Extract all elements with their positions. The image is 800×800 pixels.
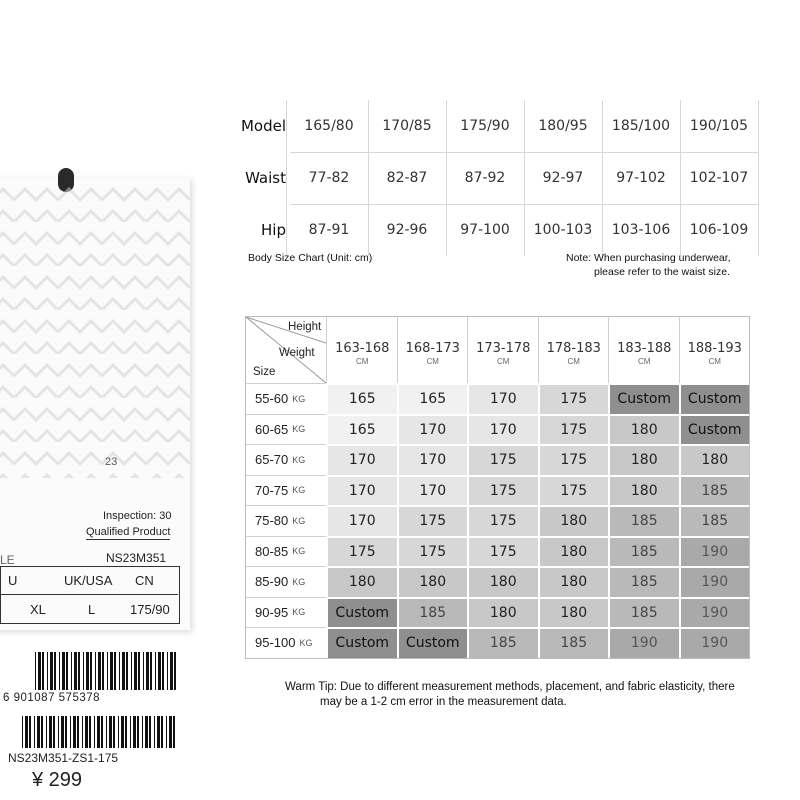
tag-price: ¥ 299	[32, 769, 83, 791]
size-chart-corner	[246, 317, 326, 383]
tag-size-value-u: XL	[30, 602, 46, 617]
barcode-bar	[78, 652, 80, 690]
barcode-bar	[126, 652, 128, 690]
barcode-bar	[41, 716, 43, 748]
size-cell: 185	[608, 566, 679, 597]
size-cell: 180	[538, 505, 609, 536]
weight-row-header	[246, 536, 326, 567]
body-table-cell: 106-109	[689, 222, 749, 238]
body-table-cell: 87-92	[464, 170, 506, 186]
barcode-bar	[122, 652, 125, 690]
height-range: 173-178	[476, 340, 531, 356]
size-cell: 175	[467, 444, 538, 475]
barcode-bar	[54, 652, 56, 690]
barcode-bar	[170, 652, 173, 690]
body-table-row-label: Waist	[245, 169, 286, 187]
size-cell: 190	[679, 597, 750, 628]
barcode-bar	[121, 716, 124, 748]
note-line-2: please refer to the waist size.	[594, 266, 730, 278]
size-cell: 165	[326, 383, 397, 414]
barcode-bar	[46, 716, 47, 748]
height-column-header	[467, 317, 539, 383]
barcode-bar	[173, 716, 175, 748]
size-cell: 175	[538, 475, 609, 506]
size-cell: 170	[326, 444, 397, 475]
barcode-bar	[114, 652, 116, 690]
barcode-bar	[71, 652, 72, 690]
corner-label-size: Size	[253, 366, 276, 378]
size-cell: 185	[608, 505, 679, 536]
tag-sku: NS23M351-ZS1-175	[8, 751, 119, 765]
size-cell: 170	[326, 505, 397, 536]
body-table-grid-line	[368, 100, 369, 256]
barcode-bar	[167, 652, 168, 690]
size-cell: 185	[679, 505, 750, 536]
body-table-row-label: Model	[240, 117, 286, 135]
barcode-bar	[155, 652, 156, 690]
barcode-bar	[95, 652, 96, 690]
barcode-bar	[61, 716, 64, 748]
barcode-bar	[47, 652, 48, 690]
barcode-bar	[125, 716, 127, 748]
height-unit: CM	[638, 356, 651, 366]
barcode-bar	[86, 652, 89, 690]
weight-unit: KG	[292, 546, 306, 557]
size-cell: 175	[467, 505, 538, 536]
body-table-cell: 170/85	[382, 118, 432, 134]
body-table-cell: 102-107	[689, 170, 749, 186]
weight-unit: KG	[292, 393, 306, 404]
barcode-bar	[150, 652, 152, 690]
barcode-bar	[74, 652, 77, 690]
barcode-bar	[119, 652, 120, 690]
size-cell: 180	[467, 566, 538, 597]
size-cell: 190	[608, 627, 679, 658]
body-table-grid-line	[602, 100, 603, 256]
weight-range: 75-80	[255, 513, 289, 529]
tag-size-header-u: U	[8, 573, 18, 588]
barcode-bar	[166, 716, 167, 748]
barcode-bar	[85, 716, 88, 748]
barcode-bar	[38, 652, 41, 690]
hang-tag	[0, 178, 190, 791]
size-cell: 180	[679, 444, 750, 475]
size-cell: 175	[538, 414, 609, 445]
height-range: 178-183	[546, 340, 601, 356]
barcode-bar	[82, 716, 83, 748]
body-table-grid-line	[290, 204, 758, 205]
size-cell: Custom	[326, 627, 397, 658]
body-table-cell: 165/80	[304, 118, 354, 134]
barcode-bar	[49, 716, 52, 748]
weight-unit: KG	[292, 424, 306, 435]
body-table-grid-line	[286, 100, 287, 256]
weight-range: 85-90	[255, 574, 289, 590]
size-cell: Custom	[608, 383, 679, 414]
barcode-bar	[42, 652, 44, 690]
height-range: 183-188	[617, 340, 672, 356]
size-cell: 175	[467, 536, 538, 567]
body-table-grid-line	[680, 100, 681, 256]
weight-row-header	[246, 414, 326, 445]
body-table-cell: 185/100	[611, 118, 671, 134]
size-cell: Custom	[397, 627, 468, 658]
size-cell: 170	[467, 383, 538, 414]
barcode-bar	[174, 652, 176, 690]
size-cell: 190	[679, 536, 750, 567]
size-cell: 170	[467, 414, 538, 445]
height-column-header	[608, 317, 680, 383]
barcode-bar	[98, 652, 101, 690]
height-column-header	[679, 317, 751, 383]
size-cell: 180	[608, 444, 679, 475]
size-cell: 185	[608, 597, 679, 628]
body-table-cell: 82-87	[386, 170, 428, 186]
barcode-bar	[29, 716, 31, 748]
size-cell: 185	[467, 627, 538, 658]
size-cell: 180	[608, 475, 679, 506]
body-table-cell: 180/95	[538, 118, 588, 134]
barcode-bar	[131, 652, 132, 690]
warm-tip-line-2: may be a 1-2 cm error in the measurement data.	[320, 696, 567, 708]
tag-text-fragment: 23	[105, 456, 118, 468]
weight-unit: KG	[292, 576, 306, 587]
barcode-bar	[109, 716, 112, 748]
size-cell: Custom	[326, 597, 397, 628]
size-cell: 175	[467, 475, 538, 506]
weight-unit: KG	[292, 607, 306, 618]
height-unit: CM	[708, 356, 721, 366]
barcode-bar	[138, 652, 140, 690]
weight-row-header	[246, 566, 326, 597]
barcode-bar	[143, 652, 144, 690]
size-cell: Custom	[679, 383, 750, 414]
barcode-bar	[66, 652, 68, 690]
barcode-bar	[73, 716, 76, 748]
barcode-bar	[53, 716, 55, 748]
barcode-bar	[37, 716, 40, 748]
weight-range: 95-100	[255, 635, 296, 651]
barcode-bar	[58, 716, 59, 748]
barcode-bar	[161, 716, 163, 748]
body-table-cell: 175/90	[460, 118, 510, 134]
height-column-header	[538, 317, 610, 383]
height-range: 188-193	[687, 340, 742, 356]
body-table-grid-line	[446, 100, 447, 256]
note-line-1: Note: When purchasing underwear,	[566, 252, 731, 264]
height-unit: CM	[356, 356, 369, 366]
weight-range: 70-75	[255, 482, 289, 498]
barcode-bar	[130, 716, 131, 748]
barcode-bar	[154, 716, 155, 748]
body-table-cell: 103-106	[611, 222, 671, 238]
barcode-bar	[137, 716, 139, 748]
size-chart	[245, 316, 750, 659]
barcode-bar	[110, 652, 113, 690]
barcode-bar	[83, 652, 84, 690]
barcode-bar	[22, 716, 23, 748]
size-cell: 185	[608, 536, 679, 567]
height-range: 168-173	[405, 340, 460, 356]
barcode-bar	[133, 716, 136, 748]
barcode-bar	[25, 716, 28, 748]
size-cell: 185	[538, 627, 609, 658]
barcode-bar	[118, 716, 119, 748]
weight-row-header	[246, 444, 326, 475]
height-unit: CM	[426, 356, 439, 366]
size-cell: 165	[326, 414, 397, 445]
size-cell: 185	[679, 475, 750, 506]
tag-qualified: Qualified Product	[86, 526, 171, 538]
size-cell: 190	[679, 627, 750, 658]
size-cell: 185	[397, 597, 468, 628]
tag-size-box-divider	[0, 594, 178, 595]
barcode-bar	[77, 716, 79, 748]
body-table-row-label: Hip	[261, 221, 286, 239]
size-cell: 190	[679, 566, 750, 597]
size-cell: 170	[397, 444, 468, 475]
barcode-ean	[33, 652, 183, 690]
size-cell: 180	[538, 597, 609, 628]
weight-unit: KG	[299, 637, 313, 648]
weight-row-header	[246, 383, 326, 414]
tag-size-value-ukusa: L	[88, 602, 96, 617]
barcode-bar	[146, 652, 149, 690]
barcode-bar	[50, 652, 53, 690]
barcode-bar	[157, 716, 160, 748]
weight-range: 65-70	[255, 452, 289, 468]
tag-size-value-cn: 175/90	[130, 602, 170, 617]
barcode-bar	[113, 716, 115, 748]
tag-size-header-ukusa: UK/USA	[64, 573, 113, 588]
height-column-header	[326, 317, 398, 383]
barcode-bar	[158, 652, 161, 690]
tag-product-code: NS23M351	[106, 551, 167, 565]
tag-text-fragment-le: LE	[0, 553, 15, 567]
corner-label-height: Height	[288, 321, 322, 333]
tag-inspection: Inspection: 30	[103, 510, 172, 522]
body-table-grid-line	[524, 100, 525, 256]
height-unit: CM	[497, 356, 510, 366]
barcode-bar	[62, 652, 65, 690]
body-table-cell: 92-96	[386, 222, 428, 238]
barcode-bar	[106, 716, 107, 748]
size-cell: 170	[326, 475, 397, 506]
weight-range: 80-85	[255, 543, 289, 559]
barcode-bar	[70, 716, 71, 748]
size-cell: 180	[326, 566, 397, 597]
barcode-bar	[149, 716, 151, 748]
weight-row-header	[246, 627, 326, 658]
size-cell: 170	[397, 475, 468, 506]
warm-tip-line-1: Warm Tip: Due to different measurement methods, placement, and fabric elasticity, there	[285, 681, 735, 693]
size-cell: Custom	[679, 414, 750, 445]
size-cell: 180	[467, 597, 538, 628]
height-column-header	[397, 317, 469, 383]
size-cell: 175	[538, 383, 609, 414]
size-cell: 180	[397, 566, 468, 597]
body-table-cell: 92-97	[542, 170, 584, 186]
weight-row-header	[246, 505, 326, 536]
body-table-cell: 97-102	[616, 170, 666, 186]
body-table-cell: 97-100	[460, 222, 510, 238]
barcode-number: 6 901087 575378	[3, 692, 101, 704]
barcode-bar	[59, 652, 60, 690]
size-cell: 180	[538, 536, 609, 567]
barcode-bar	[145, 716, 148, 748]
height-unit: CM	[567, 356, 580, 366]
weight-unit: KG	[292, 454, 306, 465]
corner-label-weight: Weight	[279, 347, 315, 359]
weight-unit: KG	[292, 485, 306, 496]
barcode-bar	[142, 716, 143, 748]
size-cell: 175	[397, 505, 468, 536]
weight-range: 55-60	[255, 391, 289, 407]
size-cell: 175	[397, 536, 468, 567]
barcode-bar	[169, 716, 172, 748]
barcode-bar	[94, 716, 95, 748]
weight-row-header	[246, 597, 326, 628]
size-cell: 180	[608, 414, 679, 445]
body-table-grid-line	[758, 100, 759, 256]
barcode-bar	[162, 652, 164, 690]
barcode-bar	[90, 652, 92, 690]
size-cell: 175	[538, 444, 609, 475]
barcode-bar	[35, 652, 36, 690]
barcode-sku	[20, 716, 180, 748]
barcode-bar	[134, 652, 137, 690]
body-table-grid-line	[290, 152, 758, 153]
barcode-bar	[101, 716, 103, 748]
barcode-bar	[102, 652, 104, 690]
size-cell: 180	[538, 566, 609, 597]
weight-unit: KG	[292, 515, 306, 526]
body-size-caption: Body Size Chart (Unit: cm)	[248, 252, 373, 264]
tag-size-header-cn: CN	[135, 573, 154, 588]
barcode-bar	[97, 716, 100, 748]
barcode-bar	[65, 716, 67, 748]
barcode-bar	[34, 716, 35, 748]
height-range: 163-168	[335, 340, 390, 356]
body-table-cell: 77-82	[308, 170, 350, 186]
body-table-cell: 87-91	[308, 222, 350, 238]
size-cell: 175	[326, 536, 397, 567]
weight-range: 60-65	[255, 421, 289, 437]
body-table-cell: 190/105	[689, 118, 749, 134]
tag-pattern	[0, 178, 190, 478]
size-cell: 170	[397, 414, 468, 445]
weight-range: 90-95	[255, 604, 289, 620]
weight-row-header	[246, 475, 326, 506]
size-cell: 165	[397, 383, 468, 414]
body-table-cell: 100-103	[533, 222, 593, 238]
barcode-bar	[89, 716, 91, 748]
barcode-bar	[107, 652, 108, 690]
